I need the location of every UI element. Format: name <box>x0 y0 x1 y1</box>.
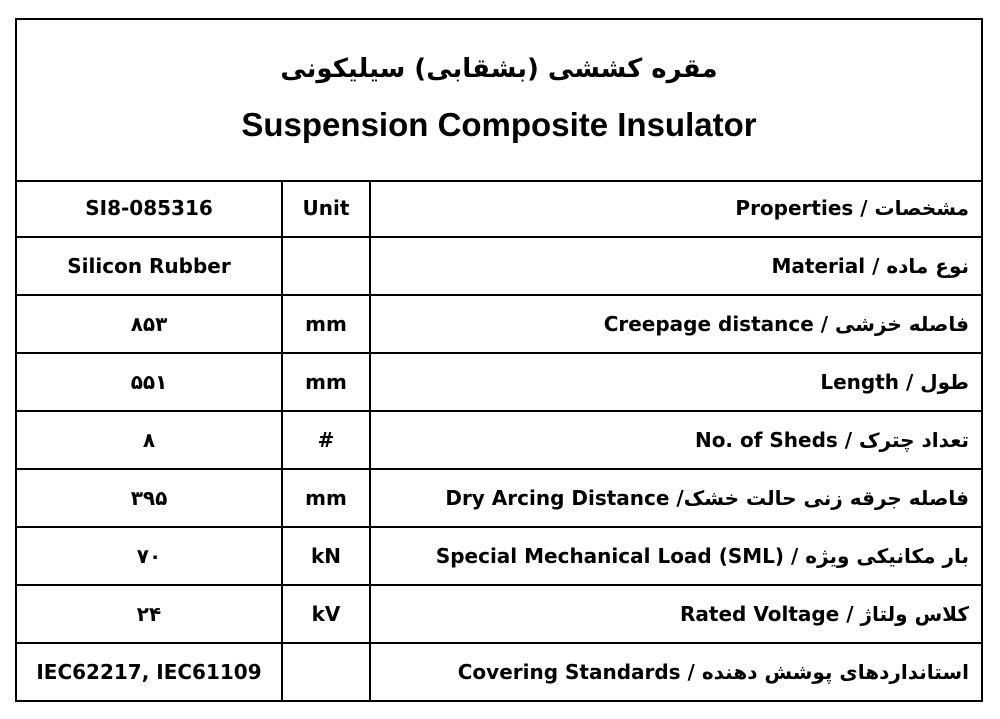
spec-sheet <box>15 18 983 702</box>
creepage-label-cell: فاصله خزشی / Creepage distance <box>370 295 981 353</box>
properties-header-cell: مشخصات / Properties <box>370 180 981 237</box>
standards-label-cell: استانداردهای پوشش دهنده / Covering Standards <box>370 643 981 700</box>
material-label-cell: نوع ماده / Material <box>370 237 981 295</box>
specification-table <box>17 180 981 700</box>
standards-value-cell: IEC62217, IEC61109 <box>17 643 282 700</box>
table-row <box>17 643 981 700</box>
table-row <box>17 295 981 353</box>
sheds-value-cell: ۸ <box>17 411 282 469</box>
material-unit-cell <box>282 237 370 295</box>
creepage-unit-cell: mm <box>282 295 370 353</box>
sml-value-cell: ۷۰ <box>17 527 282 585</box>
table-row <box>17 180 981 237</box>
voltage-value-cell: ۲۴ <box>17 585 282 643</box>
sml-label-cell: بار مکانیکی ویژه / Special Mechanical Load (SML) <box>370 527 981 585</box>
sheet-header <box>17 20 981 182</box>
table-row <box>17 411 981 469</box>
sheds-label-cell: تعداد چترک / No. of Sheds <box>370 411 981 469</box>
table-row <box>17 527 981 585</box>
standards-unit-cell <box>282 643 370 700</box>
length-value-cell: ۵۵۱ <box>17 353 282 411</box>
voltage-label-cell: کلاس ولتاژ / Rated Voltage <box>370 585 981 643</box>
table-row <box>17 469 981 527</box>
table-row <box>17 237 981 295</box>
table-row <box>17 353 981 411</box>
unit-header-cell: Unit <box>282 180 370 237</box>
title-english: Suspension Composite Insulator <box>241 106 757 143</box>
dry-arcing-unit-cell: mm <box>282 469 370 527</box>
sheds-unit-cell: # <box>282 411 370 469</box>
dry-arcing-label-cell: فاصله جرقه زنی حالت خشک/ Dry Arcing Distance <box>370 469 981 527</box>
creepage-value-cell: ۸۵۳ <box>17 295 282 353</box>
model-code-cell: SI8-085316 <box>85 196 213 220</box>
voltage-unit-cell: kV <box>282 585 370 643</box>
dry-arcing-value-cell: ۳۹۵ <box>17 469 282 527</box>
table-row <box>17 585 981 643</box>
title-persian: مقره کششی (بشقابی) سیلیکونی <box>280 54 718 84</box>
sml-unit-cell: kN <box>282 527 370 585</box>
length-label-cell: طول / Length <box>370 353 981 411</box>
material-value-cell: Silicon Rubber <box>17 237 282 295</box>
length-unit-cell: mm <box>282 353 370 411</box>
